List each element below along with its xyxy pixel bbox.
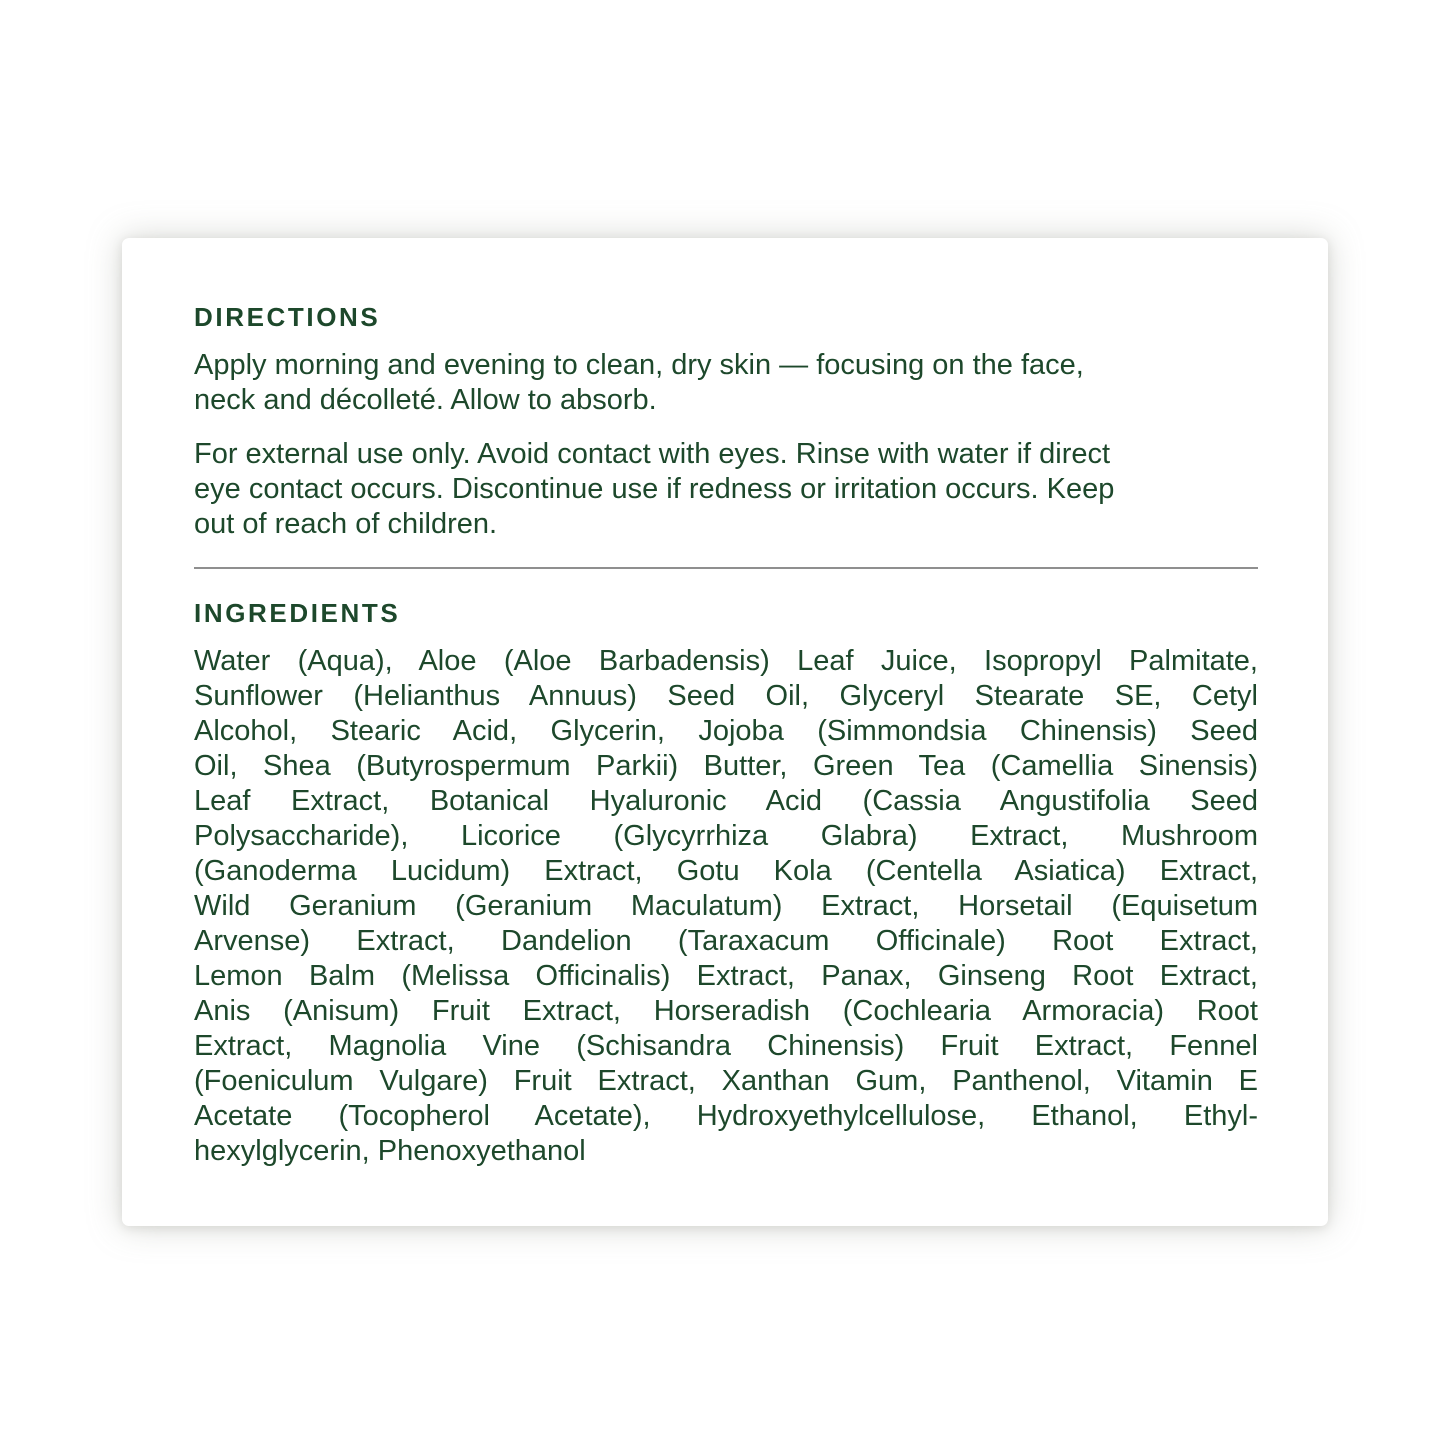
ingredients-line: Oil, Shea (Butyrospermum Parkii) Butter, Green Tea (Camellia Sinensis) xyxy=(194,750,1258,782)
ingredients-list xyxy=(194,644,1258,1169)
directions-paragraph-1 xyxy=(194,348,1258,418)
ingredients-line: Leaf Extract, Botanical Hyaluronic Acid (Cassia Angustifolia Seed xyxy=(194,785,1258,817)
ingredients-section xyxy=(194,598,1258,1169)
directions-section xyxy=(194,302,1258,542)
ingredients-line: Sunflower (Helianthus Annuus) Seed Oil, Glyceryl Stearate SE, Cetyl xyxy=(194,680,1258,712)
ingredients-line: Alcohol, Stearic Acid, Glycerin, Jojoba (Simmondsia Chinensis) Seed xyxy=(194,715,1258,747)
ingredients-line: Acetate (Tocopherol Acetate), Hydroxyethylcellulose, Ethanol, Ethyl- xyxy=(194,1100,1258,1132)
section-divider xyxy=(194,567,1258,569)
ingredients-heading: INGREDIENTS xyxy=(194,598,401,628)
directions-text-line: For external use only. Avoid contact with eyes. Rinse with water if direct xyxy=(194,438,1111,470)
ingredients-line: Polysaccharide), Licorice (Glycyrrhiza Glabra) Extract, Mushroom xyxy=(194,820,1258,852)
ingredients-line: hexylglycerin, Phenoxyethanol xyxy=(194,1135,586,1167)
directions-text-line: neck and décolleté. Allow to absorb. xyxy=(194,384,657,416)
directions-text-line: out of reach of children. xyxy=(194,508,498,540)
ingredients-line: Wild Geranium (Geranium Maculatum) Extract, Horsetail (Equisetum xyxy=(194,890,1258,922)
ingredients-line: Lemon Balm (Melissa Officinalis) Extract, Panax, Ginseng Root Extract, xyxy=(194,960,1258,992)
directions-paragraph-2 xyxy=(194,437,1258,542)
directions-heading: DIRECTIONS xyxy=(194,302,381,332)
ingredients-line: Extract, Magnolia Vine (Schisandra Chinensis) Fruit Extract, Fennel xyxy=(194,1030,1258,1062)
product-label-card xyxy=(122,238,1328,1226)
ingredients-line: Anis (Anisum) Fruit Extract, Horseradish (Cochlearia Armoracia) Root xyxy=(194,995,1258,1027)
directions-text-line: Apply morning and evening to clean, dry skin — focusing on the face, xyxy=(194,349,1084,381)
ingredients-line: (Ganoderma Lucidum) Extract, Gotu Kola (Centella Asiatica) Extract, xyxy=(194,855,1258,887)
ingredients-line: Arvense) Extract, Dandelion (Taraxacum Officinale) Root Extract, xyxy=(194,925,1258,957)
directions-text-line: eye contact occurs. Discontinue use if redness or irritation occurs. Keep xyxy=(194,473,1115,505)
ingredients-line: Water (Aqua), Aloe (Aloe Barbadensis) Leaf Juice, Isopropyl Palmitate, xyxy=(194,645,1258,677)
ingredients-line: (Foeniculum Vulgare) Fruit Extract, Xanthan Gum, Panthenol, Vitamin E xyxy=(194,1065,1258,1097)
